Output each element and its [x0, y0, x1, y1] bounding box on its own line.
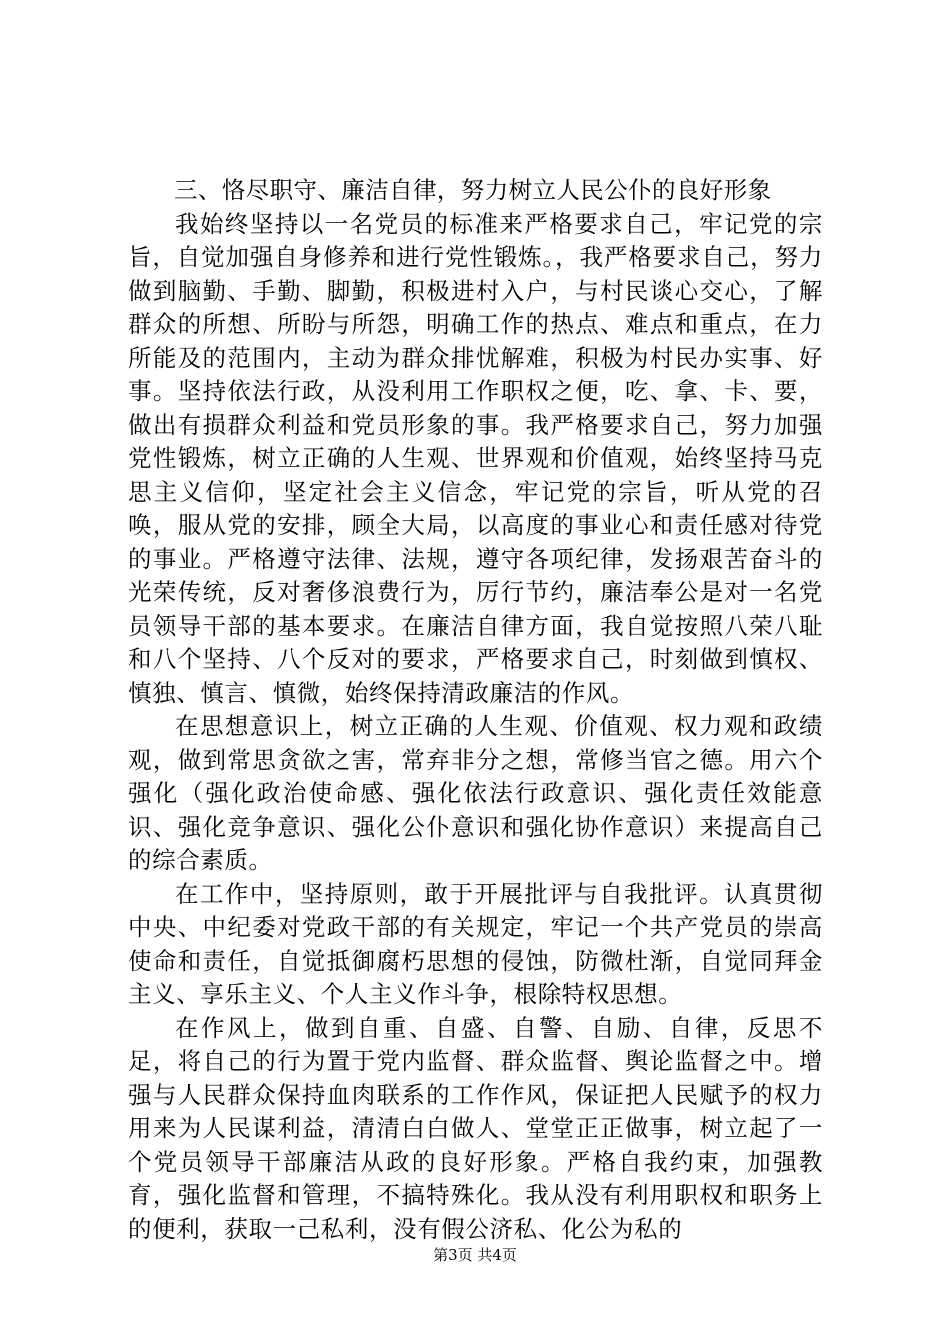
document-body	[128, 174, 823, 1246]
paragraph-integrity: 我始终坚持以一名党员的标准来严格要求自己，牢记党的宗旨，自觉加强自身修养和进行党性锻炼。，我严格要求自己，努力做到脑勤、手勤、脚勤，积极进村入户，与村民谈心交心，了解群众的所想、所盼与所怨，明确工作的热点、难点和重点，在力所能及的范围内，主动为群众排忧解难，积极为村民办实事、好事。坚持依法行政，从没利用工作职权之便，吃、拿、卡、要，做出有损群众利益和党员形象的事。我严格要求自己，努力加强党性锻炼，树立正确的人生观、世界观和价值观，始终坚持马克思主义信仰，坚定社会主义信念，牢记党的宗旨，听从党的召唤，服从党的安排，顾全大局，以高度的事业心和责任感对待党的事业。严格遵守法律、法规，遵守各项纪律，发扬艰苦奋斗的光荣传统，反对奢侈浪费行为，厉行节约，廉洁奉公是对一名党员领导干部的基本要求。在廉洁自律方面，我自觉按照八荣八耻和八个坚持、八个反对的要求，严格要求自己，时刻做到慎权、慎独、慎言、慎微，始终保持清政廉洁的作风。	[128, 209, 823, 707]
paragraph-ideology: 在思想意识上，树立正确的人生观、价值观、权力观和政绩观，做到常思贪欲之害，常弃非分之想，常修当官之德。用六个强化（强化政治使命感、强化依法行政意识、强化责任效能意识、强化竞争意识、强化公仆意识和强化协作意识）来提高自己的综合素质。	[128, 712, 823, 874]
section-heading: 三、恪尽职守、廉洁自律，努力树立人民公仆的良好形象	[174, 176, 772, 204]
paragraph-work: 在工作中，坚持原则，敢于开展批评与自我批评。认真贯彻中央、中纪委对党政干部的有关规定，牢记一个共产党员的崇高使命和责任，自觉抵御腐朽思想的侵蚀，防微杜渐，自觉同拜金主义、享乐主义、个人主义作斗争，根除特权思想。	[128, 879, 823, 1008]
paragraph-style: 在作风上，做到自重、自盛、自警、自励、自律，反思不足，将自己的行为置于党内监督、群众监督、舆论监督之中。增强与人民群众保持血肉联系的工作作风，保证把人民赋予的权力用来为人民谋利益，清清白白做人、堂堂正正做事，树立起了一个党员领导干部廉洁从政的良好形象。严格自我约束，加强教育，强化监督和管理，不搞特殊化。我从没有利用职权和职务上的便利，获取一己私利，没有假公济私、化公为私的	[128, 1013, 823, 1243]
page-footer: 第3页 共4页	[433, 1246, 517, 1264]
